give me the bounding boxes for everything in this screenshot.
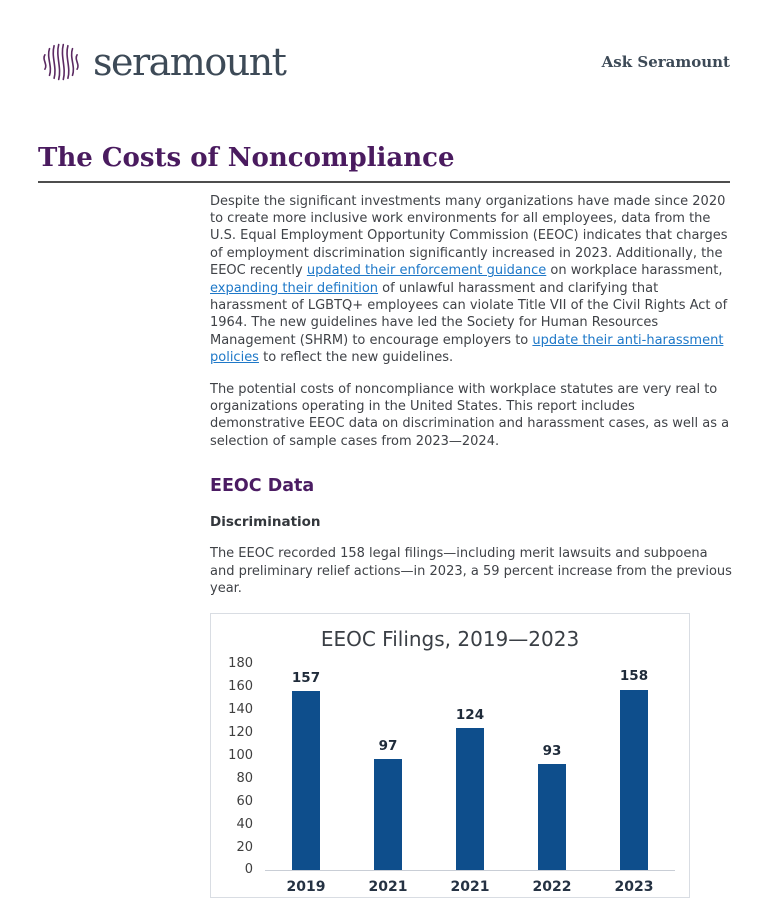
subsection-heading-discrimination: Discrimination <box>210 514 321 531</box>
section-heading-eeoc-data: EEOC Data <box>210 476 315 497</box>
bar <box>538 764 566 870</box>
bar-column <box>511 742 593 871</box>
bar <box>456 728 484 870</box>
x-axis-label: 2022 <box>532 879 572 896</box>
x-axis-label: 2021 <box>450 879 490 896</box>
bar-column <box>347 737 429 870</box>
x-axis-label: 2023 <box>614 879 654 896</box>
chart-bars-row <box>265 664 675 870</box>
inline-link[interactable]: expanding their definition <box>210 280 379 296</box>
y-tick-label: 0 <box>244 862 253 878</box>
y-tick-label: 180 <box>228 656 253 672</box>
chart-plot <box>265 664 675 897</box>
inline-link[interactable]: update their anti-harassment policies <box>210 332 724 366</box>
paragraph-costs: The potential costs of noncompliance with workplace statutes are very real to organizations operating in the United States. This report includes demonstrative EEOC data on discrimination and harassment cases, as well as a selection of sample cases from 2023—2024. <box>210 381 730 449</box>
logo-wordmark: seramount <box>93 40 286 84</box>
bar <box>292 691 320 871</box>
y-tick-label: 100 <box>228 747 253 763</box>
text-segment: on workplace harassment, <box>546 263 723 279</box>
y-tick-label: 120 <box>228 725 253 741</box>
ask-seramount-link[interactable]: Ask Seramount <box>601 53 730 71</box>
y-tick-label: 60 <box>236 793 253 809</box>
seramount-swirl-icon <box>38 34 84 90</box>
bar-column <box>429 706 511 870</box>
inline-link[interactable]: updated their enforcement guidance <box>306 263 547 279</box>
bar-value-label: 157 <box>291 669 321 686</box>
y-tick-label: 20 <box>236 839 253 855</box>
text-segment: of unlawful harassment and clarifying that harassment of LGBTQ+ employees can violate Title VII of the Civil Rights Act of 1964. The new guidelines have led the Society for Human Resources Management (SHRM) to encourage employers to <box>210 280 728 348</box>
y-tick-label: 160 <box>228 679 253 695</box>
chart-body <box>225 656 675 897</box>
y-tick-label: 80 <box>236 770 253 786</box>
chart-x-labels-row <box>265 870 675 897</box>
x-axis-label: 2019 <box>286 879 326 896</box>
y-tick-label: 140 <box>228 702 253 718</box>
seramount-logo[interactable] <box>38 34 285 90</box>
eeoc-filings-chart <box>210 613 690 898</box>
bar-column <box>593 667 675 870</box>
page-title: The Costs of Noncompliance <box>38 143 455 173</box>
text-segment: Despite the significant investments many organizations have made since 2020 to create more inclusive work environments for all employees, data from the U.S. Equal Employment Opportunity Commission (EEOC) indicates that charges of employment discrimination significantly increased in 2023. Additionally, the EEOC recently <box>210 193 728 279</box>
chart-y-axis <box>225 656 255 878</box>
paragraph-filings: The EEOC recorded 158 legal filings—including merit lawsuits and subpoena and preliminary relief actions—in 2023, a 59 percent increase from the previous year. <box>210 546 732 597</box>
x-axis-label: 2021 <box>368 879 408 896</box>
bar-value-label: 124 <box>455 707 485 724</box>
chart-title: EEOC Filings, 2019—2023 <box>320 626 580 651</box>
y-tick-label: 40 <box>236 816 253 832</box>
bar-value-label: 93 <box>542 742 562 759</box>
bar-value-label: 97 <box>378 738 398 755</box>
bar <box>620 690 648 871</box>
top-bar <box>38 34 730 90</box>
bar <box>374 759 402 870</box>
title-divider <box>38 181 730 183</box>
text-segment: to reflect the new guidelines. <box>258 350 454 366</box>
paragraph-intro <box>210 193 732 367</box>
article-body <box>210 193 732 898</box>
bar-column <box>265 669 347 871</box>
bar-value-label: 158 <box>619 668 649 685</box>
